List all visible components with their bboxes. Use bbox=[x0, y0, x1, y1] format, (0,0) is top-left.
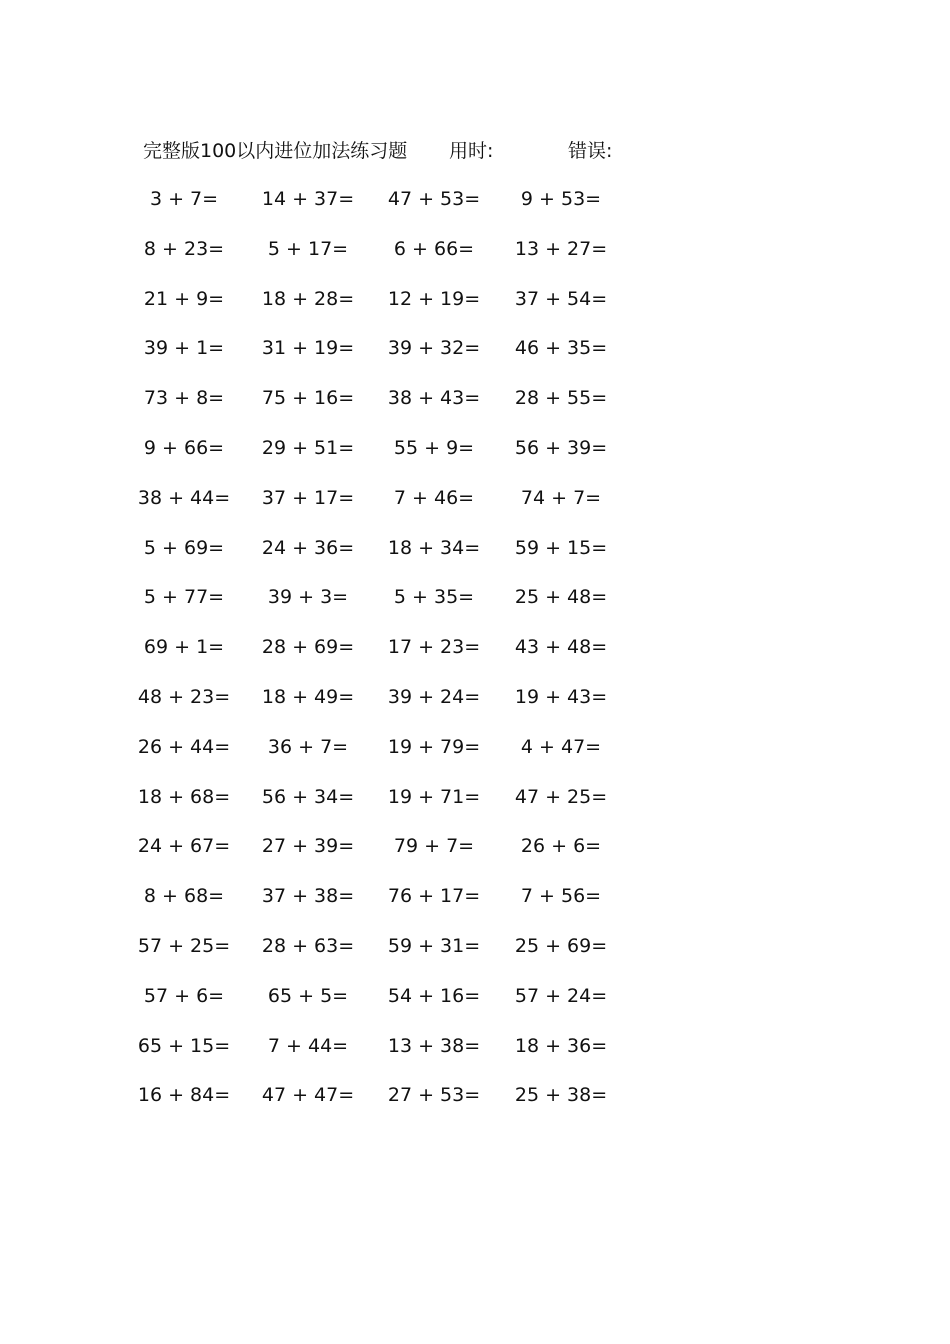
problem-item: 27 + 39= bbox=[261, 835, 355, 858]
problem-row bbox=[0, 333, 950, 363]
problem-item: 24 + 36= bbox=[261, 536, 355, 559]
problem-item: 69 + 1= bbox=[143, 636, 225, 659]
problem-item: 9 + 53= bbox=[520, 188, 602, 210]
problem-item: 59 + 15= bbox=[514, 536, 608, 559]
problem-item: 65 + 5= bbox=[267, 984, 349, 1007]
error-label: 错误: bbox=[568, 140, 613, 162]
problem-row bbox=[0, 782, 950, 812]
problem-item: 36 + 7= bbox=[267, 735, 349, 758]
problem-item: 46 + 35= bbox=[514, 337, 608, 360]
problem-item: 17 + 23= bbox=[387, 636, 481, 659]
problem-row bbox=[0, 881, 950, 911]
problem-row bbox=[0, 284, 950, 314]
problem-item: 21 + 9= bbox=[143, 287, 225, 310]
problem-row bbox=[0, 433, 950, 463]
problem-item: 43 + 48= bbox=[514, 636, 608, 659]
problem-item: 7 + 56= bbox=[520, 885, 602, 908]
problem-item: 28 + 55= bbox=[514, 387, 608, 410]
problem-item: 18 + 36= bbox=[514, 1034, 608, 1057]
problem-item: 8 + 23= bbox=[143, 237, 225, 260]
problem-item: 27 + 53= bbox=[387, 1084, 481, 1107]
problem-item: 37 + 38= bbox=[261, 885, 355, 908]
problem-row bbox=[0, 582, 950, 612]
problem-item: 19 + 71= bbox=[387, 785, 481, 808]
problem-item: 14 + 37= bbox=[261, 188, 355, 210]
problem-item: 79 + 7= bbox=[393, 835, 475, 858]
problem-item: 5 + 17= bbox=[267, 237, 349, 260]
problem-item: 57 + 24= bbox=[514, 984, 608, 1007]
problem-item: 8 + 68= bbox=[143, 885, 225, 908]
problem-row bbox=[0, 981, 950, 1011]
problem-item: 38 + 44= bbox=[137, 486, 231, 509]
problem-item: 9 + 66= bbox=[143, 437, 225, 459]
time-label: 用时: bbox=[449, 140, 494, 162]
problem-item: 37 + 17= bbox=[261, 486, 355, 509]
problem-item: 75 + 16= bbox=[261, 387, 355, 410]
problem-item: 47 + 53= bbox=[387, 188, 481, 210]
problem-item: 39 + 3= bbox=[267, 586, 349, 609]
problem-item: 39 + 32= bbox=[387, 337, 481, 360]
problem-row bbox=[0, 383, 950, 413]
problem-item: 73 + 8= bbox=[143, 387, 225, 410]
problem-item: 28 + 69= bbox=[261, 636, 355, 659]
problem-item: 16 + 84= bbox=[137, 1084, 231, 1107]
problem-row bbox=[0, 931, 950, 961]
problem-item: 13 + 27= bbox=[514, 237, 608, 260]
problem-item: 25 + 69= bbox=[514, 935, 608, 957]
problem-item: 7 + 46= bbox=[393, 486, 475, 509]
problem-item: 55 + 9= bbox=[393, 437, 475, 459]
problem-item: 7 + 44= bbox=[267, 1034, 349, 1057]
problem-item: 18 + 68= bbox=[137, 785, 231, 808]
problem-item: 28 + 63= bbox=[261, 935, 355, 957]
problem-item: 6 + 66= bbox=[393, 237, 475, 260]
problem-item: 19 + 79= bbox=[387, 735, 481, 758]
problem-item: 25 + 48= bbox=[514, 586, 608, 609]
problem-row bbox=[0, 632, 950, 662]
problem-item: 39 + 24= bbox=[387, 686, 481, 708]
problem-row bbox=[0, 533, 950, 563]
problem-item: 47 + 25= bbox=[514, 785, 608, 808]
problem-item: 4 + 47= bbox=[520, 735, 602, 758]
problem-row bbox=[0, 1080, 950, 1110]
problem-item: 25 + 38= bbox=[514, 1084, 608, 1107]
problem-item: 18 + 49= bbox=[261, 686, 355, 708]
problem-item: 31 + 19= bbox=[261, 337, 355, 360]
problem-item: 19 + 43= bbox=[514, 686, 608, 708]
problem-item: 56 + 34= bbox=[261, 785, 355, 808]
problem-item: 5 + 69= bbox=[143, 536, 225, 559]
problem-row bbox=[0, 184, 950, 214]
problem-item: 5 + 77= bbox=[143, 586, 225, 609]
problem-item: 56 + 39= bbox=[514, 437, 608, 459]
problem-item: 3 + 7= bbox=[149, 188, 219, 210]
problem-item: 38 + 43= bbox=[387, 387, 481, 410]
problem-row bbox=[0, 831, 950, 861]
problem-item: 24 + 67= bbox=[137, 835, 231, 858]
problem-item: 76 + 17= bbox=[387, 885, 481, 908]
problem-item: 59 + 31= bbox=[387, 935, 481, 957]
problem-row bbox=[0, 1031, 950, 1061]
problem-row bbox=[0, 732, 950, 762]
problem-item: 57 + 25= bbox=[137, 935, 231, 957]
problem-row bbox=[0, 682, 950, 712]
problem-item: 74 + 7= bbox=[520, 486, 602, 509]
problem-item: 12 + 19= bbox=[387, 287, 481, 310]
problem-item: 48 + 23= bbox=[137, 686, 231, 708]
problem-item: 57 + 6= bbox=[143, 984, 225, 1007]
problem-item: 26 + 44= bbox=[137, 735, 231, 758]
problem-item: 18 + 28= bbox=[261, 287, 355, 310]
problem-item: 5 + 35= bbox=[393, 586, 475, 609]
problem-item: 37 + 54= bbox=[514, 287, 608, 310]
problem-item: 39 + 1= bbox=[143, 337, 225, 360]
problem-row bbox=[0, 483, 950, 513]
problem-item: 65 + 15= bbox=[137, 1034, 231, 1057]
worksheet-title: 完整版100以内进位加法练习题 bbox=[143, 140, 408, 162]
problem-item: 47 + 47= bbox=[261, 1084, 355, 1107]
problem-item: 26 + 6= bbox=[520, 835, 602, 858]
problem-row bbox=[0, 234, 950, 264]
problem-item: 13 + 38= bbox=[387, 1034, 481, 1057]
problem-item: 18 + 34= bbox=[387, 536, 481, 559]
problem-item: 29 + 51= bbox=[261, 437, 355, 459]
problem-item: 54 + 16= bbox=[387, 984, 481, 1007]
